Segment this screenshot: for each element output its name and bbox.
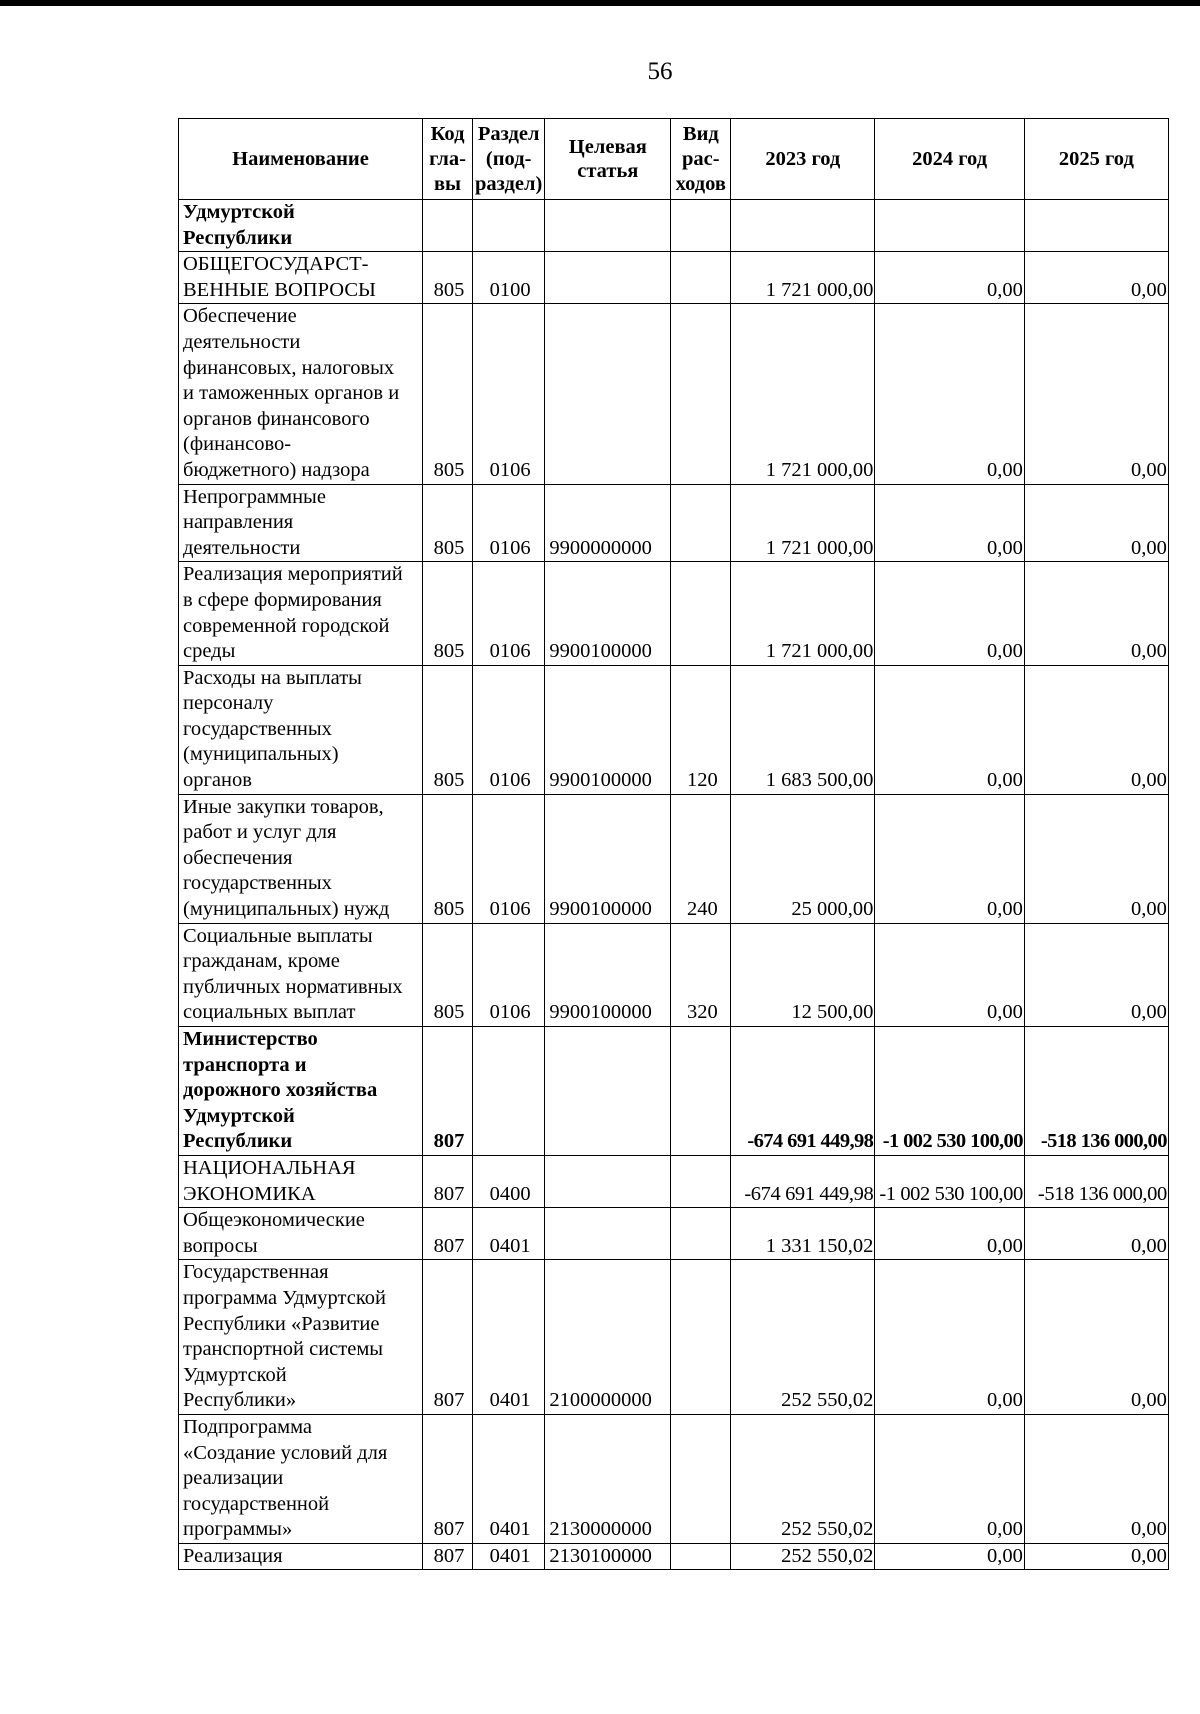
row-2024: -1 002 530 100,00 [875, 1027, 1025, 1156]
row-name: Министерство транспорта и дорожного хозяйства Удмуртской Республики [179, 1027, 423, 1156]
row-name: Реализация мероприятий в сфере формирования современной городской среды [179, 562, 423, 665]
row-section: 0106 [473, 484, 545, 562]
row-2025: 0,00 [1024, 484, 1168, 562]
row-2025: 0,00 [1024, 304, 1168, 484]
row-2023: 252 550,02 [731, 1543, 875, 1570]
row-name: Реализация [179, 1543, 423, 1570]
row-code: 807 [423, 1260, 473, 1415]
header-2025: 2025 год [1024, 119, 1168, 200]
row-section: 0106 [473, 665, 545, 794]
header-section: Раздел (под- раздел) [473, 119, 545, 200]
row-2023 [731, 200, 875, 252]
row-kind [671, 304, 731, 484]
row-2023: 1 721 000,00 [731, 484, 875, 562]
row-2025: 0,00 [1024, 1208, 1168, 1260]
row-section: 0106 [473, 304, 545, 484]
row-code: 805 [423, 923, 473, 1026]
row-kind [671, 562, 731, 665]
row-section [473, 1027, 545, 1156]
page-number: 56 [647, 58, 673, 85]
row-2024: 0,00 [875, 1543, 1025, 1570]
row-code: 805 [423, 484, 473, 562]
row-2025: 0,00 [1024, 794, 1168, 923]
row-section: 0106 [473, 794, 545, 923]
row-2025: 0,00 [1024, 562, 1168, 665]
row-name: Общеэкономические вопросы [179, 1208, 423, 1260]
table-row [179, 1027, 1169, 1156]
row-2024: 0,00 [875, 1414, 1025, 1543]
row-target: 9900100000 [545, 665, 671, 794]
row-section: 0100 [473, 252, 545, 304]
row-2025: 0,00 [1024, 665, 1168, 794]
row-target [545, 1155, 671, 1207]
row-code: 807 [423, 1027, 473, 1156]
row-target [545, 304, 671, 484]
row-name: Иные закупки товаров, работ и услуг для обеспечения государственных (муниципальных) нужд [179, 794, 423, 923]
row-kind [671, 1260, 731, 1415]
row-2023: 12 500,00 [731, 923, 875, 1026]
row-kind [671, 1027, 731, 1156]
row-kind [671, 1543, 731, 1570]
row-section: 0401 [473, 1208, 545, 1260]
row-2024: 0,00 [875, 1260, 1025, 1415]
row-2025: 0,00 [1024, 1543, 1168, 1570]
row-kind [671, 252, 731, 304]
table-row [179, 252, 1169, 304]
row-2025: 0,00 [1024, 1414, 1168, 1543]
row-2024: 0,00 [875, 562, 1025, 665]
row-2023: 1 683 500,00 [731, 665, 875, 794]
row-target [545, 1208, 671, 1260]
table-row [179, 1155, 1169, 1207]
row-2025: 0,00 [1024, 252, 1168, 304]
table-row [179, 1414, 1169, 1543]
row-2025: -518 136 000,00 [1024, 1027, 1168, 1156]
row-2024: 0,00 [875, 665, 1025, 794]
row-code [423, 200, 473, 252]
row-2023: 1 331 150,02 [731, 1208, 875, 1260]
row-code: 805 [423, 562, 473, 665]
row-kind [671, 1208, 731, 1260]
row-code: 805 [423, 665, 473, 794]
row-2024: 0,00 [875, 1208, 1025, 1260]
row-2023: -674 691 449,98 [731, 1027, 875, 1156]
row-target [545, 200, 671, 252]
row-target: 9900100000 [545, 794, 671, 923]
row-code: 805 [423, 304, 473, 484]
row-kind [671, 484, 731, 562]
row-2024: 0,00 [875, 923, 1025, 1026]
header-target: Целевая статья [545, 119, 671, 200]
table-row [179, 794, 1169, 923]
row-2025: 0,00 [1024, 923, 1168, 1026]
table-row [179, 1543, 1169, 1570]
row-2025: -518 136 000,00 [1024, 1155, 1168, 1207]
row-name: ОБЩЕГОСУДАРСТ- ВЕННЫЕ ВОПРОСЫ [179, 252, 423, 304]
header-2024: 2024 год [875, 119, 1025, 200]
row-code: 805 [423, 252, 473, 304]
row-2024: 0,00 [875, 794, 1025, 923]
row-kind: 120 [671, 665, 731, 794]
row-2023: -674 691 449,98 [731, 1155, 875, 1207]
row-2023: 1 721 000,00 [731, 304, 875, 484]
row-kind [671, 1414, 731, 1543]
row-target: 9900100000 [545, 562, 671, 665]
row-name: Государственная программа Удмуртской Республики «Развитие транспортной системы Удмуртской Республики» [179, 1260, 423, 1415]
row-section: 0106 [473, 923, 545, 1026]
table-row [179, 923, 1169, 1026]
row-target: 9900000000 [545, 484, 671, 562]
table-row [179, 1260, 1169, 1415]
row-2024: 0,00 [875, 252, 1025, 304]
row-name: НАЦИОНАЛЬНАЯ ЭКОНОМИКА [179, 1155, 423, 1207]
row-name: Удмуртской Республики [179, 200, 423, 252]
row-name: Подпрограмма «Создание условий для реализации государственной программы» [179, 1414, 423, 1543]
scan-top-edge [0, 0, 1200, 6]
table-row [179, 304, 1169, 484]
row-2023: 252 550,02 [731, 1260, 875, 1415]
header-kind: Вид рас- ходов [671, 119, 731, 200]
row-kind [671, 200, 731, 252]
table-row [179, 484, 1169, 562]
row-2023: 252 550,02 [731, 1414, 875, 1543]
row-2025 [1024, 200, 1168, 252]
table-row [179, 200, 1169, 252]
row-kind [671, 1155, 731, 1207]
row-target: 2130100000 [545, 1543, 671, 1570]
row-code: 807 [423, 1543, 473, 1570]
row-kind: 320 [671, 923, 731, 1026]
row-name: Расходы на выплаты персоналу государственных (муниципальных) органов [179, 665, 423, 794]
row-2023: 1 721 000,00 [731, 562, 875, 665]
header-name: Наименование [179, 119, 423, 200]
table-row [179, 1208, 1169, 1260]
row-target [545, 252, 671, 304]
table-body [179, 200, 1169, 1570]
budget-table [178, 118, 1169, 1570]
row-2024: -1 002 530 100,00 [875, 1155, 1025, 1207]
row-code: 807 [423, 1155, 473, 1207]
row-name: Обеспечение деятельности финансовых, налоговых и таможенных органов и органов финансового (финансово- бюджетного) надзора [179, 304, 423, 484]
row-section: 0401 [473, 1543, 545, 1570]
row-kind: 240 [671, 794, 731, 923]
row-target [545, 1027, 671, 1156]
header-row [179, 119, 1169, 200]
row-code: 805 [423, 794, 473, 923]
row-target: 2100000000 [545, 1260, 671, 1415]
row-name: Социальные выплаты гражданам, кроме публичных нормативных социальных выплат [179, 923, 423, 1026]
row-section: 0401 [473, 1414, 545, 1543]
row-2024 [875, 200, 1025, 252]
row-section: 0106 [473, 562, 545, 665]
row-2024: 0,00 [875, 304, 1025, 484]
row-2023: 25 000,00 [731, 794, 875, 923]
row-code: 807 [423, 1414, 473, 1543]
row-section: 0401 [473, 1260, 545, 1415]
row-code: 807 [423, 1208, 473, 1260]
row-2025: 0,00 [1024, 1260, 1168, 1415]
row-2023: 1 721 000,00 [731, 252, 875, 304]
row-2024: 0,00 [875, 484, 1025, 562]
table-row [179, 665, 1169, 794]
row-target: 9900100000 [545, 923, 671, 1026]
row-section [473, 200, 545, 252]
row-section: 0400 [473, 1155, 545, 1207]
row-name: Непрограммные направления деятельности [179, 484, 423, 562]
header-code: Код гла- вы [423, 119, 473, 200]
table-row [179, 562, 1169, 665]
row-target: 2130000000 [545, 1414, 671, 1543]
header-2023: 2023 год [731, 119, 875, 200]
